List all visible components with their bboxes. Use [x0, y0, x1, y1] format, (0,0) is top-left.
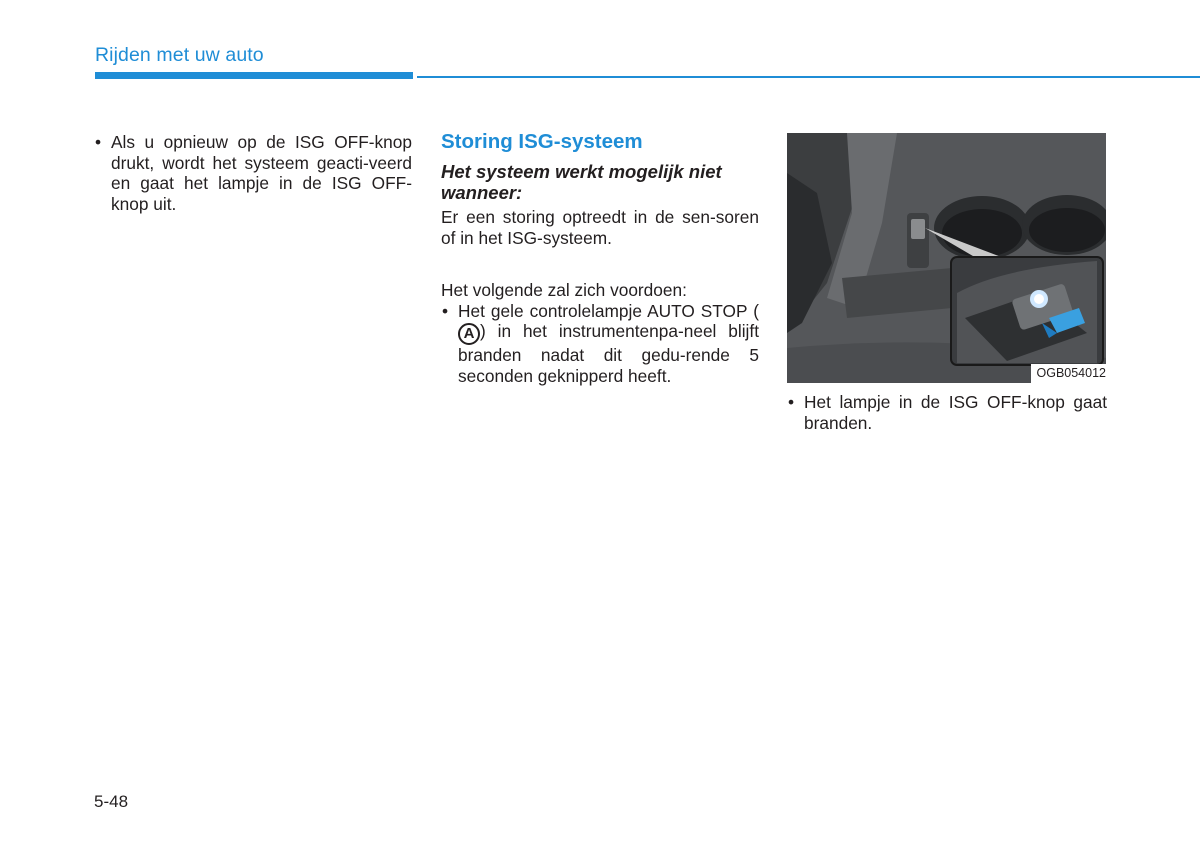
section-title: Storing ISG-systeem: [441, 130, 643, 153]
page-number: 5-48: [94, 792, 129, 811]
header-rule-thin: [417, 76, 1200, 78]
bullet-text: Het lampje in de ISG OFF-knop gaat branden.: [804, 392, 1107, 433]
bullet-marker: •: [95, 132, 102, 152]
console-illustration: [787, 133, 1106, 383]
isg-off-button-photo: [787, 133, 1106, 383]
column-1: [94, 132, 412, 214]
column-3: [787, 133, 1107, 433]
bullet-marker: •: [788, 392, 795, 412]
bullet-marker: •: [442, 300, 449, 321]
header-rule-thick: [95, 72, 413, 79]
subheading: Het systeem werkt mogelijk niet wanneer:: [441, 161, 722, 203]
figure-label: OGB054012: [1031, 364, 1107, 383]
bullet-text: Als u opnieuw op de ISG OFF-knop drukt, wordt het systeem geacti-veerd en gaat het lampje in de ISG OFF-knop uit.: [111, 132, 412, 214]
bullet-text: [458, 301, 759, 387]
paragraph: Er een storing optreedt in de sen-soren of in het ISG-systeem.: [441, 207, 759, 248]
list-item: [94, 132, 412, 214]
page-header-title: Rijden met uw auto: [95, 44, 264, 66]
paragraph: Het volgende zal zich voordoen:: [441, 280, 687, 300]
column-2: [441, 130, 759, 386]
auto-stop-indicator-icon: A: [458, 323, 480, 345]
list-item: [441, 301, 759, 387]
bullet-text-part2: ) in het instrumentenpa-neel blijft branden nadat dit gedu-rende 5 seconden geknipperd heeft.: [458, 321, 759, 386]
bullet-text-part1: Het gele controlelampje AUTO STOP (: [458, 300, 759, 321]
list-item: [787, 392, 1107, 433]
